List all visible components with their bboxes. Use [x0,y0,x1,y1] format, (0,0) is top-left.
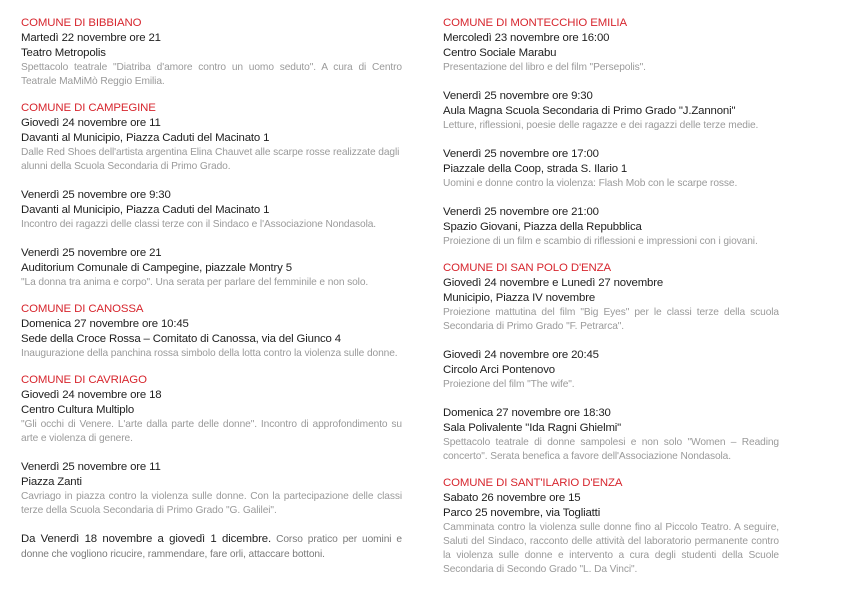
event-date: Giovedì 24 novembre ore 20:45 [443,349,599,361]
town-section-montecchio [443,16,779,249]
town-section-campegine [21,101,402,290]
event-venue: Davanti al Municipio, Piazza Caduti del Macinato 1 [21,132,270,144]
event-date: Venerdì 25 novembre ore 17:00 [443,148,599,160]
event-description: Letture, riflessioni, poesie delle ragazze e dei ragazzi delle terze medie. [443,120,759,131]
event-venue: Piazzale della Coop, strada S. Ilario 1 [443,163,628,175]
event-venue: Centro Sociale Marabu [443,47,557,59]
town-heading: COMUNE DI SAN POLO D'ENZA [443,262,612,274]
event-date: Venerdì 25 novembre ore 11 [21,461,161,473]
event-description: Uomini e donne contro la violenza: Flash Mob con le scarpe rosse. [443,178,738,189]
event-date: Venerdì 25 novembre ore 21 [21,247,162,259]
event-venue: Parco 25 novembre, via Togliatti [443,507,601,519]
event-date: Sabato 26 novembre ore 15 [443,492,581,504]
town-heading: COMUNE DI BIBBIANO [21,17,142,29]
right-column [443,16,779,577]
course-announcement [21,532,402,562]
event-date: Venerdì 25 novembre ore 9:30 [443,90,593,102]
town-heading: COMUNE DI SANT'ILARIO D'ENZA [443,477,623,489]
event-date: Venerdì 25 novembre ore 21:00 [443,206,599,218]
event-description: Spettacolo teatrale di donne sampolesi e non solo "Women – Reading concerto". Serata benefica a favore dell'Associazione Nondasola. [443,437,779,462]
event-date: Domenica 27 novembre ore 18:30 [443,407,611,419]
event-description: Proiezione di un film e scambio di riflessioni e impressioni con i giovani. [443,236,758,247]
event-description: Spettacolo teatrale "Diatriba d'amore contro un uomo seduto". A cura di Centro Teatrale MaMiMò Reggio Emilia. [21,62,402,87]
town-heading: COMUNE DI CAVRIAGO [21,374,147,386]
event-description: Inaugurazione della panchina rossa simbolo della lotta contro la violenza sulle donne. [21,348,398,359]
town-section-cavriago [21,373,402,562]
event-description: Dalle Red Shoes dell'artista argentina Elina Chauvet alle scarpe rosse realizzate dagli alunni della Scuola Secondaria di Primo Grado. [21,147,400,172]
event-date: Domenica 27 novembre ore 10:45 [21,318,189,330]
event-venue: Davanti al Municipio, Piazza Caduti del Macinato 1 [21,204,270,216]
event-venue: Spazio Giovani, Piazza della Repubblica [443,221,642,233]
event-date: Martedì 22 novembre ore 21 [21,32,161,44]
event-date: Venerdì 25 novembre ore 9:30 [21,189,171,201]
event-description: Incontro dei ragazzi delle classi terze con il Sindaco e l'Associazione Nondasola. [21,219,377,230]
town-heading: COMUNE DI MONTECCHIO EMILIA [443,17,627,29]
event-description: Camminata contro la violenza sulle donne fino al Piccolo Teatro. A seguire, Saluti del Sindaco, racconto delle attività del laboratorio permanente contro la violenza sulle donne e intervento a cura degli studenti della Scuole Secondaria di Secondo Grado "L. Da Vinci". [443,522,779,575]
town-section-santilario [443,476,779,577]
event-description: Presentazione del libro e del film "Persepolis". [443,62,646,73]
event-description: Proiezione mattutina del film "Big Eyes" per le classi terze della scuola Secondaria di Primo Grado "F. Petrarca". [443,307,779,332]
event-description: "Gli occhi di Venere. L'arte dalla parte delle donne". Incontro di approfondimento su arte e violenza di genere. [21,419,402,444]
course-dates: Da Venerdì 18 novembre a giovedì 1 dicembre. [21,533,272,545]
event-venue: Municipio, Piazza IV novembre [443,292,596,304]
event-venue: Circolo Arci Pontenovo [443,364,555,376]
event-date: Giovedì 24 novembre ore 18 [21,389,162,401]
town-section-sanpolo [443,261,779,464]
event-description: Cavriago in piazza contro la violenza sulle donne. Con la partecipazione delle classi terze della Scuola Secondaria di Primo Grado "G. Galilei". [21,491,402,516]
town-heading: COMUNE DI CANOSSA [21,303,144,315]
event-venue: Centro Cultura Multiplo [21,404,135,416]
event-date: Mercoledì 23 novembre ore 16:00 [443,32,610,44]
town-section-bibbiano [21,16,402,89]
course-description: Corso pratico per uomini e donne che vogliono ricucire, rammendare, fare orli, attaccare bottoni. [21,534,402,560]
event-date: Giovedì 24 novembre ore 11 [21,117,161,129]
town-heading: COMUNE DI CAMPEGINE [21,102,156,114]
town-section-canossa [21,302,402,361]
event-description: "La donna tra anima e corpo". Una serata per parlare del femminile e non solo. [21,277,369,288]
event-venue: Sede della Croce Rossa – Comitato di Canossa, via del Giunco 4 [21,333,341,345]
left-column [21,16,402,562]
event-venue: Piazza Zanti [21,476,82,488]
event-venue: Auditorium Comunale di Campegine, piazzale Montry 5 [21,262,292,274]
event-date: Giovedì 24 novembre e Lunedì 27 novembre [443,277,664,289]
event-description: Proiezione del film "The wife". [443,379,575,390]
event-venue: Aula Magna Scuola Secondaria di Primo Grado "J.Zannoni" [443,105,736,117]
event-venue: Teatro Metropolis [21,47,106,59]
event-venue: Sala Polivalente "Ida Ragni Ghielmi" [443,422,622,434]
